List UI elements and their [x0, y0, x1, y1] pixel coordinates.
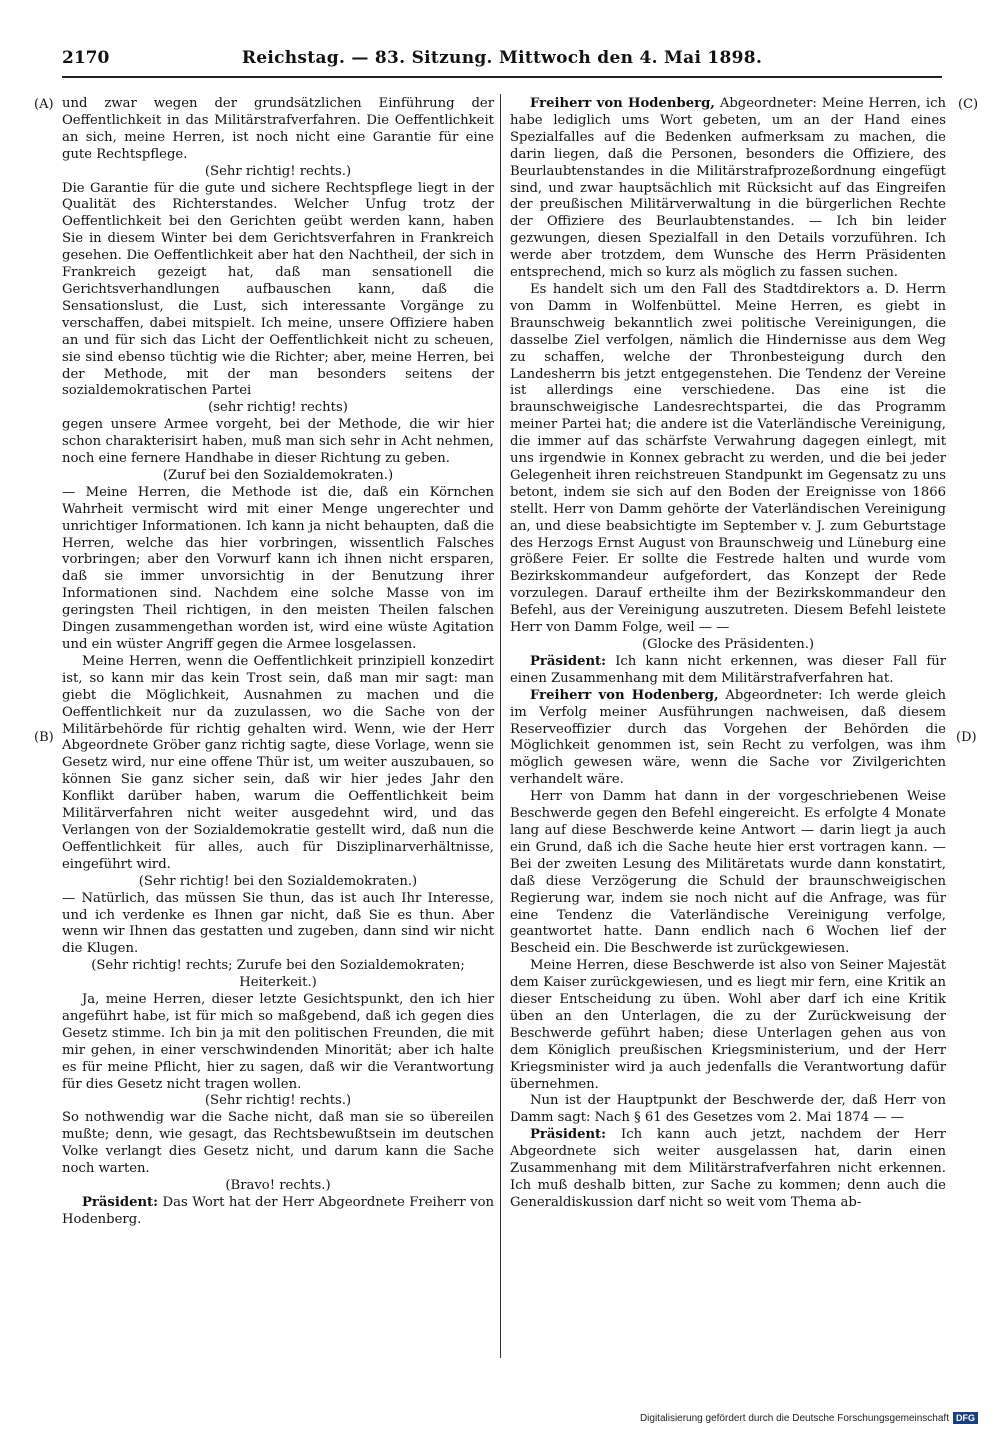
page-number: 2170 — [62, 48, 110, 68]
running-title: Reichstag. — 83. Sitzung. Mittwoch den 4. Mai 1898. — [241, 48, 763, 68]
speaker-paragraph — [510, 96, 946, 282]
paragraph: Ja, meine Herren, dieser letzte Gesichtspunkt, den ich hier angeführt habe, ist für mich so maßgebend, daß ich gegen dies Gesetz stimme. Ich bin ja mit den politischen Freunden, die mit mir gehen, in einer verschwindenden Minorität; aber ich halte es für meine Pflicht, hier zu sagen, daß wir die Verantwortung für dies Gesetz nicht tragen wollen. — [62, 992, 494, 1092]
speaker-paragraph — [510, 688, 946, 789]
speaker-paragraph — [62, 1195, 494, 1229]
interjection: (Glocke des Präsidenten.) — [641, 637, 815, 652]
interjection: (sehr richtig! rechts) — [208, 400, 348, 416]
page-header — [62, 48, 942, 74]
left-column — [62, 96, 494, 1229]
interjection: (Sehr richtig! rechts.) — [204, 1093, 352, 1109]
speaker-name: Freiherr von Hodenberg, — [530, 96, 715, 111]
paragraph: und zwar wegen der grundsätzlichen Einführung der Oeffentlichkeit in das Militärstrafverfahren. Die Oeffentlichkeit an sich, meine Herren, ist noch nicht eine Garantie für eine gute Rechtspflege. — [62, 96, 494, 162]
interjection: (Sehr richtig! rechts; Zurufe bei den Sozialdemokraten; Heiterkeit.) — [91, 958, 465, 991]
interjection: (Sehr richtig! bei den Sozialdemokraten.) — [138, 873, 418, 889]
paragraph: Meine Herren, wenn die Oeffentlichkeit prinzipiell konzedirt ist, so kann mir das kein Trost sein, daß man mir sagt: man giebt die Möglichkeit, Ausnahmen zu machen und die Oeffentlichkeit nur da zuzulassen, wo die Sache von der Militärbehörde für richtig gehalten wird. Wenn, wie der Herr Abgeordnete Gröber ganz richtig sagte, diese Vorlage, wenn sie Gesetz wird, nur eine offene Thür ist, um weiter auszubauen, so können Sie ganz sicher sein, daß wir hier jedes Jahr den Konflikt darüber haben, warum die Oeffentlichkeit beim Militärverfahren nicht weiter ausgedehnt wird, und das Verlangen von der Sozialdemokratie gestellt wird, daß nun die Oeffentlichkeit für alles, auch für Disziplinarverhältnisse, eingeführt wird. — [62, 653, 494, 872]
margin-marker-b: (B) — [34, 730, 54, 745]
interjection: (Bravo! rechts.) — [225, 1178, 331, 1193]
paragraph: — Natürlich, das müssen Sie thun, das ist auch Ihr Interesse, und ich verdenke es Ihnen gar nicht, daß Sie es thun. Aber wenn wir Ihnen das gestatten und zugeben, dann sind wir nicht die Klugen. — [62, 890, 494, 957]
column-divider — [500, 94, 501, 1358]
speaker-paragraph — [510, 654, 946, 688]
paragraph: So nothwendig war die Sache nicht, daß man sie so übereilen mußte; denn, wie gesagt, das Rechtsbewußtsein im deutschen Volke verlangt dies Gesetz nicht, und darum kann die Sache noch warten. — [62, 1110, 494, 1177]
speaker-name: Präsident: — [530, 653, 607, 669]
interjection: (Sehr richtig! rechts.) — [204, 163, 352, 179]
speaker-name: Freiherr von Hodenberg, — [530, 687, 719, 703]
speech-text: Das Wort hat der Herr Abgeordnete Freiherr von Hodenberg. — [62, 1194, 494, 1227]
paragraph: Es handelt sich um den Fall des Stadtdirektors a. D. Herrn von Damm in Wolfenbüttel. Meine Herren, es giebt in Braunschweig bekanntlich zwei politische Vereinigungen, die dasselbe Ziel verfolgen, nämlich die Hindernisse aus dem Weg zu schaffen, welche der Thronbesteigung durch den Landesherrn bis jetzt entgegenstehen. Die Tendenz der Vereine ist allerdings eine verschiedene. Das eine ist die braunschweigische Landesrechtspartei, die das Programm meiner Partei hat; die andere ist die Vaterländische Vereinigung, die immer auf das schärfste Verwahrung dagegen einlegt, mit uns irgendwie in Konnex gebracht zu werden, und die bei jeder Gelegenheit ihren reichstreuen Standpunkt im Gegensatz zu uns betont, indem sie sich auf den Boden der Ereignisse von 1866 stellt. Herr von Damm gehörte der Vaterländischen Vereinigung an, und diese beabsichtigte im September v. J. zum Geburtstage des Herzogs Ernst August von Braunschweig und Lüneburg eine größere Feier. Er sollte die Festrede halten und wurde vom Bezirkskommandeur aufgefordert, das Konzept der Rede vorzulegen. Darauf ertheilte ihm der Bezirkskommandeur den Befehl, aus der Vereinigung auszutreten. Diesem Befehl leistete Herr von Damm Folge, weil — — — [510, 281, 946, 636]
paragraph: Die Garantie für die gute und sichere Rechtspflege liegt in der Qualität des Richterstandes. Welcher Unfug trotz der Oeffentlichkeit bei den Gerichten geübt werden kann, haben Sie in diesem Winter bei dem Gerichtsverfahren in Frankreich gesehen. Die Oeffentlichkeit aber hat den Nachtheil, der sich in Frankreich gezeigt hat, daß man sensationell die Gerichtsverhandlungen aufbauschen kann, daß die Sensationslust, die Lust, sich interessante Vorgänge zu verschaffen, dabei mitspielt. Ich meine, unsere Offiziere haben an und für sich das Licht der Oeffentlichkeit nicht zu scheuen, sie sind ebenso tüchtig wie die Richter; aber, meine Herren, bei der Methode, mit der man besonders seitens der sozialdemokratischen Partei — [62, 180, 494, 399]
speaker-paragraph — [510, 1127, 946, 1212]
credit-text: Digitalisierung gefördert durch die Deutsche Forschungsgemeinschaft — [639, 1412, 949, 1424]
paragraph: — Meine Herren, die Methode ist die, daß ein Körnchen Wahrheit vermischt wird mit einer Menge ungerechter und unrichtiger Informationen. Ich kann ja nicht behaupten, daß die Herren, welche das hier vorbringen, wissentlich Falsches vorbringen; aber den Vorwurf kann ich ihnen nicht ersparen, daß sie immer unvorsichtig in der Benutzung ihrer Informationen sind. Nachdem eine solche Masse von im geringsten Theil richtigen, in den meisten Theilen falschen Dingen zusammengethan worden ist, wird eine wüste Agitation und ein wüster Angriff gegen die Armee losgelassen. — [62, 484, 494, 652]
margin-marker-a: (A) — [34, 97, 54, 112]
margin-marker-d: (D) — [956, 730, 977, 745]
interjection: (Zuruf bei den Sozialdemokraten.) — [162, 467, 394, 483]
paragraph: Meine Herren, diese Beschwerde ist also von Seiner Majestät dem Kaiser zurückgewiesen, und es liegt mir fern, eine Kritik an dieser Entscheidung zu üben. Wohl aber darf ich eine Kritik üben an den Unterlagen, die zu der Zurückweisung der Beschwerde geführt haben; diese Unterlagen gehen aus von dem Königlich preußischen Kriegsministerium, und der Herr Kriegsminister wird ja auch jedenfalls die Verantwortung dafür übernehmen. — [510, 958, 946, 1092]
paragraph: Nun ist der Hauptpunkt der Beschwerde der, daß Herr von Damm sagt: Nach § 61 des Gesetzes vom 2. Mai 1874 — — — [510, 1093, 946, 1126]
speech-text: Ich kann auch jetzt, nachdem der Herr Abgeordnete sich weiter ausgelassen hat, darin einen Zusammenhang mit dem Militärstrafverfahren nicht erkennen. Ich muß deshalb bitten, zur Sache zu kommen; denn auch die Generaldiskussion darf nicht so weit vom Thema ab- — [510, 1127, 946, 1210]
paragraph: Herr von Damm hat dann in der vorgeschriebenen Weise Beschwerde gegen den Befehl eingereicht. Es erfolgte 4 Monate lang auf diese Beschwerde keine Antwort — darin liegt ja auch ein Grund, daß ich die Sache heute hier erst vortragen kann. — Bei der zweiten Lesung des Militäretats wurde dann konstatirt, daß diese Verzögerung die Schuld der braunschweigischen Regierung war, indem sie noch nicht auf die Anfrage, was für eine Tendenz die Vaterländische Vereinigung verfolge, geantwortet hatte. Dann endlich nach 6 Wochen lief der Bescheid ein. Die Beschwerde ist zurückgewiesen. — [510, 789, 946, 957]
dfg-logo: DFG — [953, 1412, 978, 1424]
right-column — [510, 96, 946, 1212]
speech-text: Abgeordneter: Ich werde gleich im Verfolg meiner Ausführungen nachweisen, daß diesem Reserveoffizier durch das Vorgehen der Behörden die Möglichkeit genommen ist, sein Recht zu verfolgen, was ihm möglich gewesen wäre, wenn die Sache vor Zivilgerichten verhandelt wäre. — [510, 687, 946, 788]
margin-marker-c: (C) — [958, 97, 979, 112]
speech-text: Abgeordneter: Meine Herren, ich habe lediglich ums Wort gebeten, um an der Hand eines Spezialfalles auf die Bedenken aufmerksam zu machen, die darin liegen, daß die Personen, besonders die Offiziere, des Beurlaubtenstandes in die Militärstrafprozeßordnung eingefügt sind, und zwar hauptsächlich mit Rücksicht auf das Eingreifen der preußischen Militärverwaltung in die bürgerlichen Rechte der Offiziere des Beurlaubtenstandes. — Ich bin leider gezwungen, diesen Spezialfall in den Details vorzuführen. Ich werde aber trotzdem, dem Wunsche des Herrn Präsidenten entsprechend, mich so kurz als möglich zu fassen suchen. — [510, 96, 946, 281]
speaker-name: Präsident: — [530, 1127, 607, 1143]
speech-text: Ich kann nicht erkennen, was dieser Fall für einen Zusammenhang mit dem Militärstrafverfahren hat. — [510, 653, 946, 686]
paragraph: gegen unsere Armee vorgeht, bei der Methode, die wir hier schon charakterisirt haben, muß man sich sehr in Acht nehmen, noch eine fernere Handhabe in dieser Richtung zu geben. — [62, 417, 494, 467]
header-rule — [62, 76, 942, 78]
speaker-name: Präsident: — [82, 1194, 159, 1210]
digitization-credit — [640, 1412, 978, 1424]
